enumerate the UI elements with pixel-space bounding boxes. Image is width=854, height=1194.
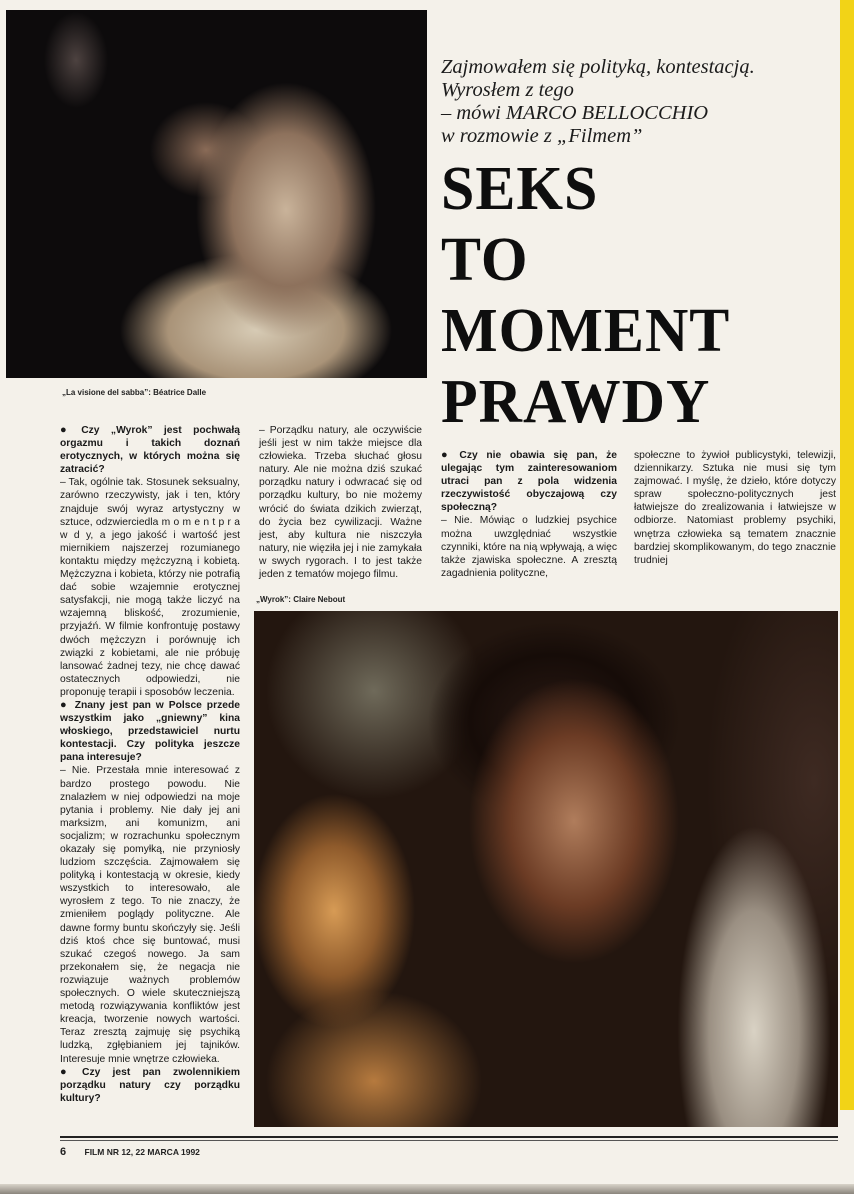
kicker-line: Wyrosłem z tego [441,79,574,101]
kicker-line: w rozmowie z „Filmem” [441,125,643,147]
headline [441,152,831,436]
headline-line: SEKS [441,154,599,223]
article-column-1 [60,424,240,1105]
headline-line: TO [441,225,529,294]
interview-question: ● Czy nie obawia się pan, że ulegając tym zainteresowaniom utraci pan z pola widzenia rzeczywistość obyczajową czy społeczną? [441,449,617,514]
page-bottom-edge [0,1184,854,1194]
footer-rule [60,1140,838,1141]
page-number: 6 [60,1146,67,1158]
headline-line: PRAWDY [441,367,711,436]
kicker [441,56,821,148]
interview-answer: – Nie. Mówiąc o ludzkiej psychice można uwzględniać wszystkie czynniki, które na nią wpływają, a więc także zjawiska społeczne. A zresztą zagadnienia polityczne, [441,515,617,579]
page-footer [60,1146,200,1158]
photo-top-caption: „La visione del sabba”: Béatrice Dalle [62,388,207,397]
photo-la-visione-del-sabba [6,10,427,378]
interview-question: ● Znany jest pan w Polsce przede wszystkim jako „gniewny” kina włoskiego, przedstawiciel nurtu kontestacji. Czy polityka jeszcze pana interesuje? [60,699,240,764]
headline-line: MOMENT [441,296,731,365]
issue-info: FILM NR 12, 22 MARCA 1992 [84,1147,200,1157]
interview-answer: – Porządku natury, ale oczywiście jeśli jest w nim także miejsce dla człowieka. Trzeba słuchać głosu natury. Ale nie można dziś szukać porządku natury i odwracać się od porządku kultury, bo nie możemy wrócić do świata dzikich zwierząt, do życia bez cywilizacji. Ważne jest, aby kultura nie niszczyła natury, nie więziła jej i nie zamykała w swych rygorach. I to jest także jeden z tematów mojego filmu. [259,425,422,581]
interview-question: ● Czy „Wyrok” jest pochwałą orgazmu i takich doznań erotycznych, w których można się zatracić? [60,424,240,476]
kicker-line: Zajmowałem się polityką, kontestacją. [441,56,755,78]
interview-answer: – Nie. Przestała mnie interesować z bardzo prostego powodu. Nie znalazłem w niej odpowiedzi na moje pytania i problemy. Nie dały jej ani marksizm, ani komunizm, ani socjalizm; w rozrachunku społecznym okazały się pomyłką, nie przyniosły ludziom szczęścia. Zajmowałem się polityką i kontestacją w okresie, kiedy wszystkich to interesowało, ale wyrosłem z tego. To nie znaczy, że zmieniłem poglądy polityczne. Ale dawne formy buntu skończyły się. Jeśli dziś ktoś chce się buntować, musi szukać czegoś nowego. Ja sam przekonałem się, że negacja nie rozwiązuje ważnych problemów społecznych. O wiele skuteczniejszą metodą rozwiązywania konfliktów jest kreacja, tworzenie nowych wartości. Teraz zresztą zajmuję się psychiką ludzką, zgłębianiem jej tajników. Interesuje mnie wnętrze człowieka. [60,765,240,1065]
article-column-3 [441,449,617,580]
photo-wyrok [254,611,838,1127]
photo-bottom-caption: „Wyrok”: Claire Nebout [256,595,346,604]
interview-answer: społeczne to żywioł publicystyki, telewizji, dziennikarzy. Sztuka nie musi się tym zajmować. I myślę, że dzieło, które dotyczy spraw społeczno-politycznych jest łatwiejsze do zrealizowania i łatwiejsze w odbiorze. Natomiast problemy psychiki, wnętrza człowieka są tematem znacznie bardziej skomplikowanym, do tego znacznie trudniej [634,450,836,566]
interview-question: ● Czy jest pan zwolennikiem porządku natury czy porządku kultury? [60,1066,240,1105]
interview-answer: – Tak, ogólnie tak. Stosunek seksualny, zarówno rzeczywisty, jak i ten, który znajduje swój wyraz artystyczny w sztuce, odzwierciedla m o m e n t p r a w d y, a jego jakość i wartość jest miernikiem najszerzej rozumianego kontaktu między mężczyzną i kobietą. Mężczyzna i kobieta, którzy nie potrafią dać sobie wzajemnie erotycznej satysfakcji, nie mogą także liczyć na wzajemną bliskość, zrozumienie, przyjaźń. W filmie konfrontuję postawy dwóch mężczyzn i porównuję ich związki z kobietami, ale nie próbuję lansować żadnej tezy, nie chcę dawać ostatecznych odpowiedzi, nie proponuję terapii i sposobów leczenia. [60,477,240,698]
yellow-edge-bar [840,0,854,1110]
kicker-line: – mówi MARCO BELLOCCHIO [441,102,709,124]
footer-rule [60,1136,838,1138]
article-column-2 [259,424,422,581]
article-column-4 [634,449,836,567]
